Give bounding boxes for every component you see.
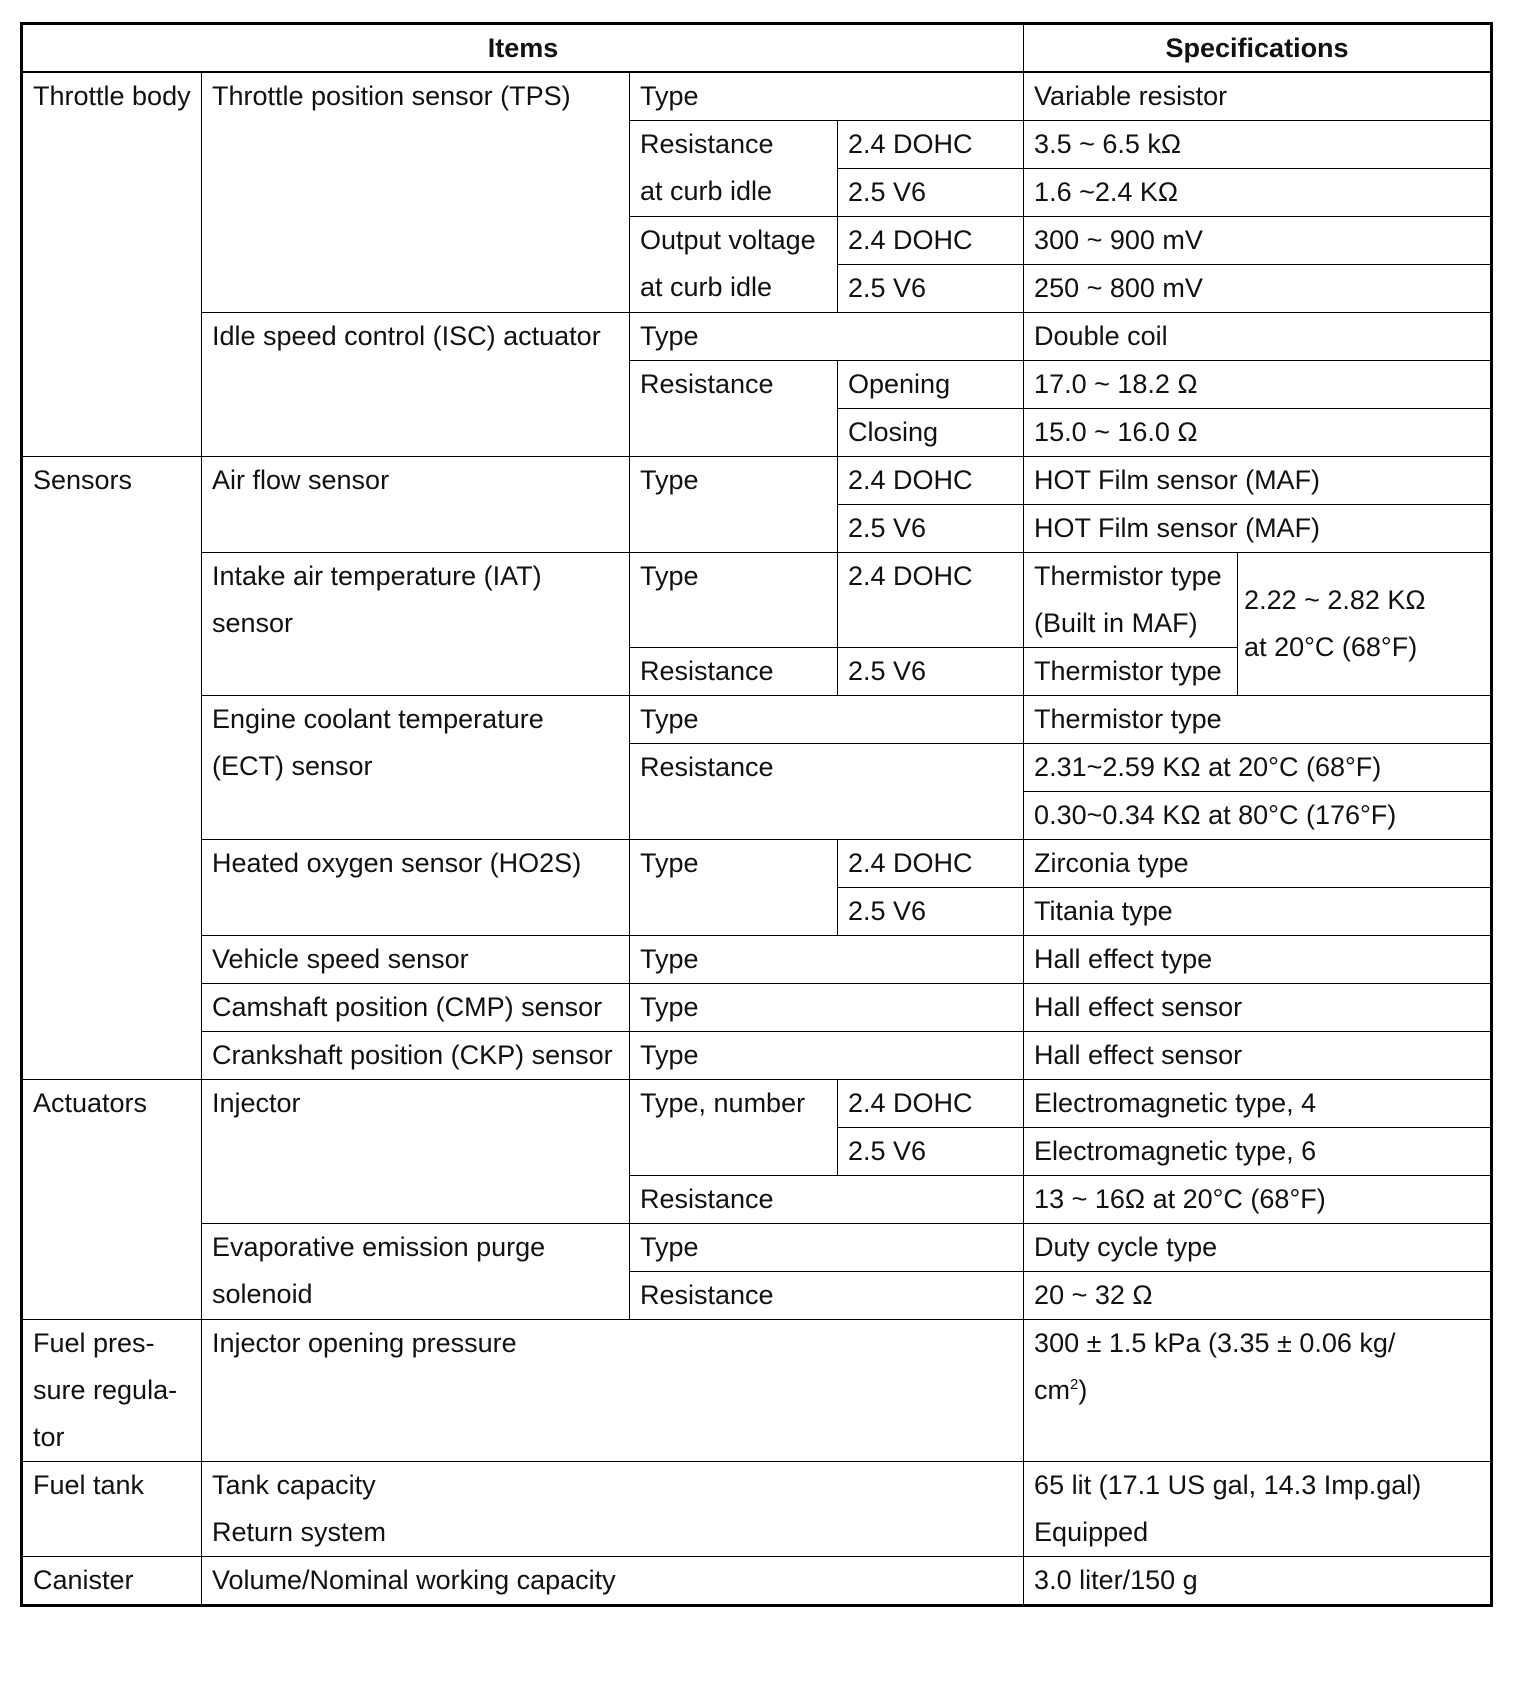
afs-engine-2: 2.5 V6 [838,505,1024,553]
vss-type-label: Type [630,936,1024,984]
table-row [22,1080,1492,1128]
purge-label-line1: Evaporative emission purge [212,1232,546,1262]
tps-res-value-1: 3.5 ~ 6.5 kΩ [1024,121,1492,169]
fuel-tank-item-1: Tank capacity [212,1470,376,1500]
tps-out-engine-2: 2.5 V6 [838,265,1024,313]
tps-out-value-2: 250 ~ 800 mV [1024,265,1492,313]
table-row [22,1320,1492,1462]
injector-value-2: Electromagnetic type, 6 [1024,1128,1492,1176]
ect-resistance-value-1: 2.31~2.59 KΩ at 20°C (68°F) [1024,744,1492,792]
iat-type-label: Type [630,553,838,648]
iat-type-value [1024,553,1238,648]
item-cmp-sensor: Camshaft position (CMP) sensor [202,984,630,1032]
category-fuel-pressure-regulator [22,1320,202,1462]
injector-resistance-value: 13 ~ 16Ω at 20°C (68°F) [1024,1176,1492,1224]
table-row [22,1462,1492,1557]
item-vehicle-speed-sensor: Vehicle speed sensor [202,936,630,984]
fuel-tank-item-2: Return system [212,1517,387,1547]
table-row [22,1032,1492,1080]
injector-engine-2: 2.5 V6 [838,1128,1024,1176]
iat-label-line2: sensor [212,608,294,638]
tps-type-value: Variable resistor [1024,72,1492,121]
item-air-flow-sensor: Air flow sensor [202,457,630,553]
table-row [22,1557,1492,1606]
fuel-tank-values [1024,1462,1492,1557]
ckp-value: Hall effect sensor [1024,1032,1492,1080]
tps-res-engine-1: 2.4 DOHC [838,121,1024,169]
afs-value-1: HOT Film sensor (MAF) [1024,457,1492,505]
table-row [22,840,1492,888]
item-injector: Injector [202,1080,630,1224]
isc-resistance-label: Resistance [630,361,838,457]
spec-table-page [20,22,1490,1607]
isc-opening-label: Opening [838,361,1024,409]
tps-resistance-label [630,121,838,217]
item-ho2s: Heated oxygen sensor (HO2S) [202,840,630,936]
afs-type-label: Type [630,457,838,553]
cmp-value: Hall effect sensor [1024,984,1492,1032]
table-row [22,72,1492,121]
table-row [22,696,1492,744]
isc-type-label: Type [630,313,1024,361]
category-sensors: Sensors [22,457,202,1080]
table-row [22,936,1492,984]
fpr-label-line2: sure regula- [33,1375,178,1405]
ho2s-type-label: Type [630,840,838,936]
ect-label-line2: (ECT) sensor [212,751,373,781]
fpr-label-line3: tor [33,1422,65,1452]
iat-type-value-line2: (Built in MAF) [1034,608,1198,638]
category-fuel-tank: Fuel tank [22,1462,202,1557]
injector-type-label: Type, number [630,1080,838,1176]
tps-output-label-line1: Output voltage [640,225,816,255]
fpr-value-superscript: 2 [1070,1376,1079,1393]
isc-type-value: Double coil [1024,313,1492,361]
item-tps: Throttle position sensor (TPS) [202,72,630,313]
iat-resistance-engine: 2.5 V6 [838,648,1024,696]
ect-resistance-label: Resistance [630,744,1024,840]
fpr-value-line1: 300 ± 1.5 kPa (3.35 ± 0.06 kg/ [1034,1328,1396,1358]
item-iat-sensor [202,553,630,696]
purge-label-line2: solenoid [212,1279,313,1309]
table-row [22,457,1492,505]
ect-type-value: Thermistor type [1024,696,1492,744]
fpr-label-line1: Fuel pres- [33,1328,155,1358]
fuel-tank-value-2: Equipped [1034,1517,1149,1547]
category-canister: Canister [22,1557,202,1606]
iat-type-value-line1: Thermistor type [1034,561,1222,591]
category-throttle-body: Throttle body [22,72,202,457]
iat-type-engine: 2.4 DOHC [838,553,1024,648]
isc-closing-value: 15.0 ~ 16.0 Ω [1024,409,1492,457]
cmp-type-label: Type [630,984,1024,1032]
tps-output-label-line2: at curb idle [640,272,773,302]
canister-value: 3.0 liter/150 g [1024,1557,1492,1606]
iat-label-line1: Intake air temperature (IAT) [212,561,542,591]
fuel-tank-items [202,1462,1024,1557]
ho2s-value-2: Titania type [1024,888,1492,936]
isc-opening-value: 17.0 ~ 18.2 Ω [1024,361,1492,409]
table-row [22,1224,1492,1272]
header-items: Items [22,24,1024,73]
purge-resistance-label: Resistance [630,1272,1024,1320]
tps-type-label: Type [630,72,1024,121]
category-actuators: Actuators [22,1080,202,1320]
ect-label-line1: Engine coolant temperature [212,704,544,734]
injector-resistance-label: Resistance [630,1176,1024,1224]
vss-value: Hall effect type [1024,936,1492,984]
table-row [22,984,1492,1032]
iat-resistance-label: Resistance [630,648,838,696]
header-row [22,24,1492,73]
injector-value-1: Electromagnetic type, 4 [1024,1080,1492,1128]
iat-range-line2: at 20°C (68°F) [1244,632,1418,662]
iat-resistance-value: Thermistor type [1024,648,1238,696]
canister-item: Volume/Nominal working capacity [202,1557,1024,1606]
specifications-table [20,22,1493,1607]
table-row [22,313,1492,361]
item-injector-opening-pressure: Injector opening pressure [202,1320,1024,1462]
purge-type-value: Duty cycle type [1024,1224,1492,1272]
ckp-type-label: Type [630,1032,1024,1080]
ect-resistance-value-2: 0.30~0.34 KΩ at 80°C (176°F) [1024,792,1492,840]
iat-range-line1: 2.22 ~ 2.82 KΩ [1244,585,1426,615]
tps-resistance-label-line1: Resistance [640,129,774,159]
fpr-value-unit: cm [1034,1375,1071,1405]
tps-out-value-1: 300 ~ 900 mV [1024,217,1492,265]
item-isc: Idle speed control (ISC) actuator [202,313,630,457]
item-purge-solenoid [202,1224,630,1320]
fpr-value [1024,1320,1492,1462]
tps-output-label [630,217,838,313]
ho2s-value-1: Zirconia type [1024,840,1492,888]
ho2s-engine-1: 2.4 DOHC [838,840,1024,888]
tps-out-engine-1: 2.4 DOHC [838,217,1024,265]
fuel-tank-value-1: 65 lit (17.1 US gal, 14.3 Imp.gal) [1034,1470,1422,1500]
header-specifications: Specifications [1024,24,1492,73]
tps-res-engine-2: 2.5 V6 [838,169,1024,217]
isc-closing-label: Closing [838,409,1024,457]
injector-engine-1: 2.4 DOHC [838,1080,1024,1128]
ect-type-label: Type [630,696,1024,744]
tps-res-value-2: 1.6 ~2.4 KΩ [1024,169,1492,217]
item-ckp-sensor: Crankshaft position (CKP) sensor [202,1032,630,1080]
fpr-value-close: ) [1078,1375,1088,1405]
item-ect-sensor [202,696,630,840]
afs-engine-1: 2.4 DOHC [838,457,1024,505]
iat-resistance-range [1238,553,1492,696]
purge-resistance-value: 20 ~ 32 Ω [1024,1272,1492,1320]
fpr-value-line2 [1034,1367,1480,1414]
tps-resistance-label-line2: at curb idle [640,176,773,206]
ho2s-engine-2: 2.5 V6 [838,888,1024,936]
afs-value-2: HOT Film sensor (MAF) [1024,505,1492,553]
purge-type-label: Type [630,1224,1024,1272]
